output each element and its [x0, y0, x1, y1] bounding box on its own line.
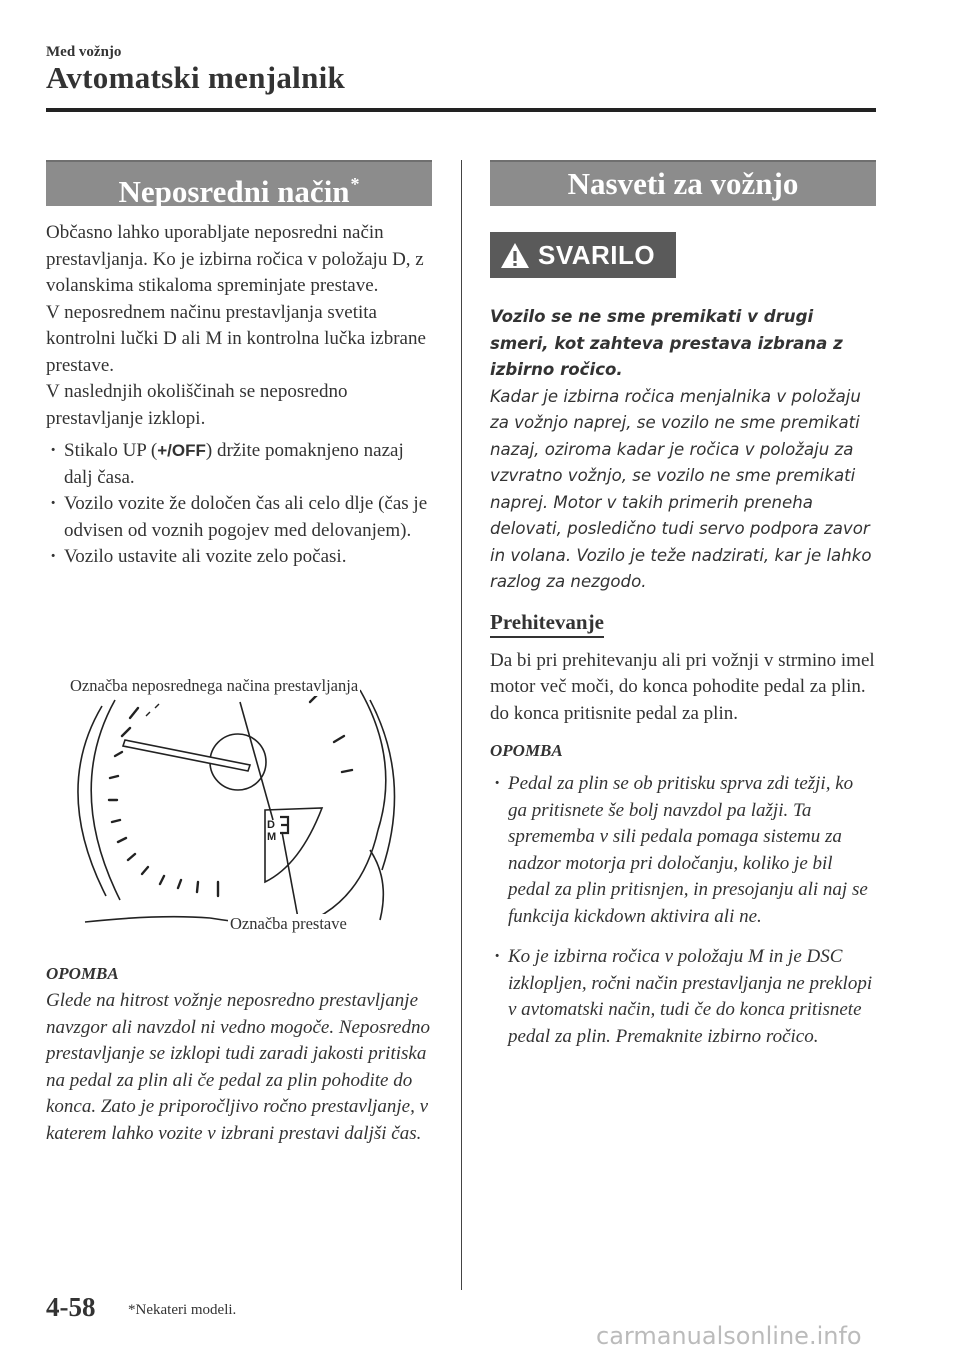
direct-mode-text: [46, 220, 432, 571]
intro-paragraph-2: V neposrednem načinu prestavljanja svetita kontrolni lučki D ali M in kontrolna lučka izbrane prestave.: [46, 301, 426, 376]
left-column: [46, 160, 432, 571]
list-item: · Vozilo ustavite ali vozite zelo počasi.: [46, 544, 432, 571]
page-title: Avtomatski menjalnik: [46, 60, 346, 95]
column-divider: [461, 160, 462, 1290]
intro-paragraph-3: V naslednjih okoliščinah se neposredno prestavljanje izklopi.: [46, 381, 348, 429]
note-title: OPOMBA: [46, 964, 119, 983]
left-note: [46, 964, 438, 1147]
warning-triangle-icon: [500, 242, 530, 269]
label-gear-indicator: Označba prestave: [230, 914, 347, 933]
warning-text: [490, 304, 876, 596]
watermark: carmanualsonline.info: [596, 1322, 862, 1350]
note-list: [490, 771, 876, 1050]
gauge-illustration: [60, 670, 450, 945]
gear-digit-icon: [280, 817, 288, 833]
right-note: [490, 741, 876, 1050]
overtaking-section: [490, 610, 876, 728]
warning-badge: [490, 232, 676, 278]
footnote-mark: *: [350, 174, 360, 194]
note-text: Glede na hitrost vožnje neposredno prestavljanje navzgor ali navzdol ni vedno mogoče. Neposredno prestavljanje se izklopi tudi zaradi jakosti pritiska na pedal za plin ali če pedal za plin pohodite do konca. Zato je priporočljivo ročno prestavljanje, v katerem lahko vozite v izbrani prestavi daljši čas.: [46, 990, 430, 1144]
m-indicator: M: [267, 831, 277, 843]
banner-direct-mode-text: Neposredni način: [118, 174, 350, 209]
intro-paragraph-1: Občasno lahko uporabljate neposredni način prestavljanja. Ko je izbirna ročica v položaju D, z volanskima stikaloma spreminjate prestave.: [46, 222, 424, 296]
right-column: [490, 160, 876, 1064]
label-direct-mode-indicator: Označba neposrednega načina prestavljanja: [70, 676, 359, 695]
header-rule: [46, 108, 876, 112]
banner-driving-tips: Nasveti za vožnjo: [490, 160, 876, 206]
list-item: · Ko je izbirna ročica v položaju M in je DSC izklopljen, ročni način prestavljanja ne preklopi v avtomatski način, tudi če do konca pritisnete pedal za plin. Premaknite izbirno ročico.: [490, 944, 876, 1050]
footnote: *Nekateri modeli.: [128, 1302, 237, 1318]
plus-off-symbol: +/OFF: [157, 441, 206, 460]
list-item: · Pedal za plin se ob pritisku sprva zdi težji, ko ga pritisnete še bolj navzdol pa lažji. Ta sprememba v sili pedala pomaga sistemu za nadzor motorja pri določanju, koliko je bil pedal za plin pritisnjen, in presojanju ali naj se funkcija kickdown aktivira ali ne.: [490, 771, 876, 930]
warning-bold-text: Vozilo se ne sme premikati v drugi smeri, kot zahteva prestava izbrana z izbirno ročico.: [490, 307, 843, 379]
d-indicator: D: [267, 819, 275, 831]
list-item: · Vozilo vozite že določen čas ali celo dlje (čas je odvisen od voznih pogojev med delovanjem).: [46, 491, 432, 544]
overtaking-text: Da bi pri prehitevanju ali pri vožnji v strmino imel motor več moči, do konca pohodite pedal za plin. do konca pritisnite pedal za plin.: [490, 649, 875, 724]
page-number: 4-58: [46, 1292, 96, 1322]
warning-body-text: Kadar je izbirna ročica menjalnika v položaju za vožnjo naprej, se vozilo ne sme premikati nazaj, oziroma kadar je ročica v položaju za vzvratno vožnjo, se vozilo ne sme premikati naprej. Motor v takih primerih preneha delovati, posledično tudi servo podpora zavor in volana. Vozilo je teže nadzirati, kar je lahko razlog za nezgodo.: [490, 386, 872, 591]
warning-label: SVARILO: [538, 239, 656, 270]
section-label: Med vožnjo: [46, 44, 122, 60]
overtaking-heading: Prehitevanje: [490, 610, 604, 638]
note-title: OPOMBA: [490, 741, 563, 760]
cancel-conditions-list: [46, 438, 432, 571]
list-item: · Stikalo UP (+/OFF) držite pomaknjeno nazaj dalj časa.: [46, 438, 432, 491]
banner-direct-mode: [46, 160, 432, 209]
